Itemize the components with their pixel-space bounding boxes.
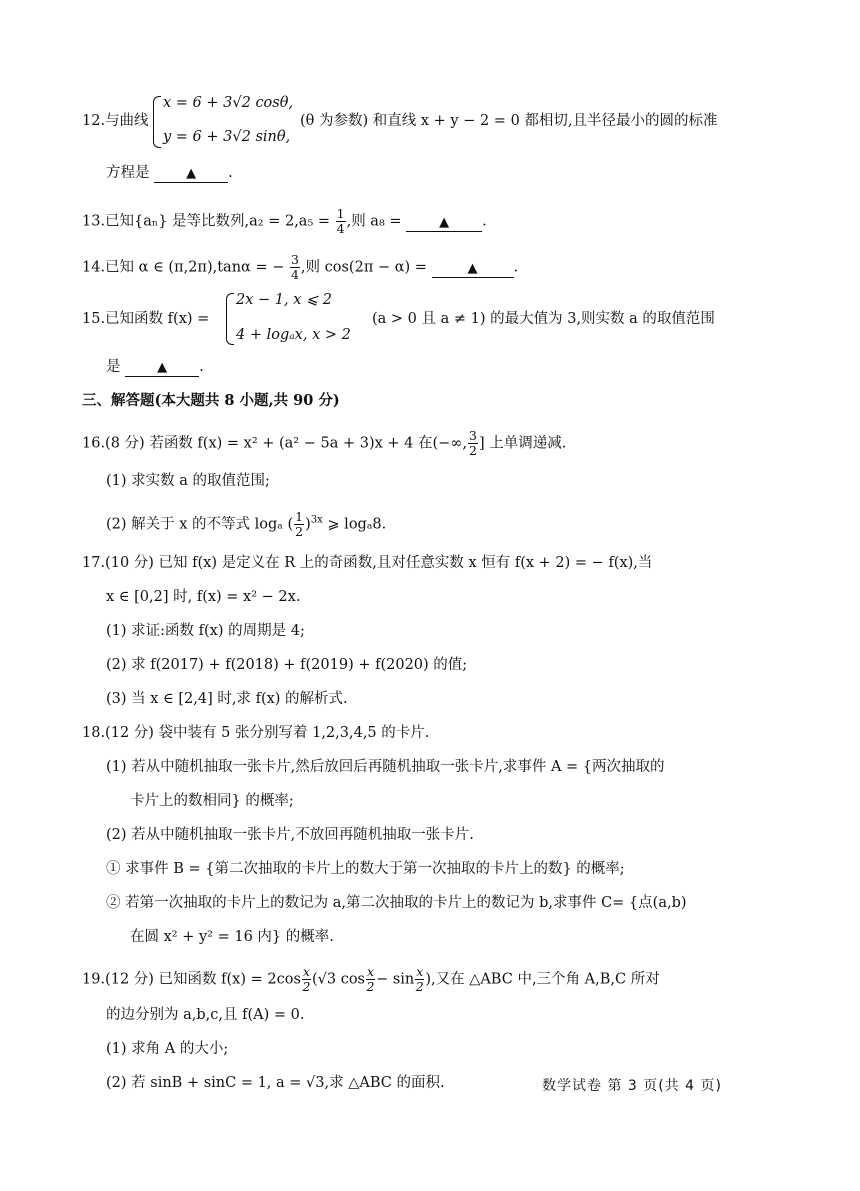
- q15-prefix: 15.已知函数 f(x) =: [82, 311, 210, 327]
- q16-p2-a: (2) 解关于 x 的不等式 logₐ (: [106, 516, 294, 533]
- q15-blank-triangle: ▲: [157, 360, 168, 375]
- q13-frac-num: 1: [336, 206, 345, 221]
- q12-intro: 与曲线: [105, 113, 149, 129]
- q19-frac2-den: 2: [366, 979, 375, 994]
- q16-p2-c: ⩾ logₐ8.: [322, 516, 387, 533]
- q13-frac-den: 4: [336, 221, 345, 236]
- q16-p2-den: 2: [295, 524, 304, 539]
- q18-circle2b: 在圆 x² + y² = 16 内} 的概率.: [130, 929, 334, 945]
- q13-fraction: [336, 207, 346, 236]
- q16-p2-fraction: [294, 510, 304, 539]
- q19-frac1: [302, 965, 311, 994]
- q19-stem-a: 19.(12 分) 已知函数 f(x) = 2cos: [82, 971, 301, 988]
- q12-answer-blank: [154, 165, 228, 183]
- q12-row2: y = 6 + 3√2 sinθ,: [163, 129, 291, 145]
- q13-blank-triangle: ▲: [439, 214, 450, 230]
- q19-frac2: [366, 965, 375, 994]
- q12-tail-line: 方程是 ▲ .: [106, 165, 233, 181]
- q18-part1a: (1) 若从中随机抽取一张卡片,然后放回后再随机抽取一张卡片,求事件 A = {两次抽取的: [106, 759, 665, 775]
- q16-p2-num: 1: [295, 509, 304, 524]
- q16-frac-num: 3: [469, 428, 477, 443]
- q12-row1: x = 6 + 3√2 cosθ,: [163, 95, 294, 111]
- q13-answer-blank: [406, 214, 482, 232]
- q13-line: 13.已知{aₙ} 是等比数列,a₂ = 2,a₅ = $\frac{1}{4}$ ,则 a₈ = ▲ .: [82, 206, 487, 236]
- q12-brace: [153, 96, 161, 148]
- q19-frac3-den: 2: [415, 979, 424, 994]
- q18-part2: (2) 若从中随机抽取一张卡片,不放回再随机抽取一张卡片.: [106, 827, 474, 843]
- q12-number: 12.: [82, 113, 106, 129]
- q16-stem: [82, 429, 566, 458]
- q15-suffix: (a > 0 且 a ≠ 1) 的最大值为 3,则实数 a 的取值范围: [372, 311, 715, 327]
- q16-p2-b: ): [305, 516, 311, 533]
- q15-brace: [226, 293, 234, 345]
- q16-frac-den: 2: [469, 443, 477, 458]
- q14-line: 14.已知 α ∈ (π,2π),tanα = − $\frac{3}{4}$ ,则 cos(2π − α) = ▲ .: [82, 252, 519, 282]
- q16-part1: (1) 求实数 a 的取值范围;: [106, 473, 270, 489]
- page-footer: 数学试卷 第 3 页(共 4 页): [542, 1078, 722, 1094]
- q14-frac-den: 4: [290, 267, 299, 282]
- q12-tail: 方程是: [106, 165, 150, 181]
- q19-stem-b: (√3 cos: [311, 971, 365, 988]
- q12-param: (θ 为参数) 和直线 x + y − 2 = 0 都相切,且半径最小的圆的标准: [300, 113, 718, 129]
- q12-number-intro: [82, 111, 149, 131]
- q19-frac1-num: x: [302, 964, 310, 979]
- q15-row2: 4 + logₐx, x > 2: [236, 327, 351, 343]
- q17-stem1: 17.(10 分) 已知 f(x) 是定义在 R 上的奇函数,且对任意实数 x 恒有 f(x + 2) = − f(x),当: [82, 555, 653, 571]
- q19-frac3: [415, 965, 424, 994]
- q14-fraction: [290, 253, 300, 282]
- section3-title: 三、解答题(本大题共 8 小题,共 90 分): [82, 392, 340, 409]
- q16-p2-exponent: 3x: [310, 514, 323, 526]
- q14-prefix: 14.已知 α ∈ (π,2π),tanα = −: [82, 259, 285, 276]
- q14-answer-blank: [432, 260, 514, 278]
- q19-part2: (2) 若 sinB + sinC = 1, a = √3,求 △ABC 的面积.: [106, 1075, 445, 1091]
- q18-circle1: ① 求事件 B = {第二次抽取的卡片上的数大于第一次抽取的卡片上的数} 的概率;: [106, 861, 625, 877]
- q15-tail: 是: [106, 359, 121, 375]
- q16-stem-a: 16.(8 分) 若函数 f(x) = x² + (a² − 5a + 3)x + 4 在(−∞,: [82, 435, 467, 452]
- q14-frac-num: 3: [290, 252, 299, 267]
- q13-prefix: 13.已知{aₙ} 是等比数列,a₂ = 2,a₅ =: [82, 213, 331, 230]
- q19-part1: (1) 求角 A 的大小;: [106, 1041, 229, 1057]
- q17-stem2: x ∈ [0,2] 时, f(x) = x² − 2x.: [106, 589, 301, 605]
- q19-stem2: 的边分别为 a,b,c,且 f(A) = 0.: [106, 1007, 305, 1023]
- q16-part2: [106, 510, 386, 539]
- q15-answer-blank: [125, 359, 199, 377]
- q16-fraction: [468, 429, 478, 458]
- q14-blank-triangle: ▲: [467, 260, 478, 276]
- q17-part2: (2) 求 f(2017) + f(2018) + f(2019) + f(2020) 的值;: [106, 657, 468, 673]
- q19-frac1-den: 2: [302, 979, 311, 994]
- q13-middle: ,则 a₈ =: [346, 213, 402, 230]
- q18-part1b: 卡片上的数相同} 的概率;: [130, 793, 294, 809]
- q18-circle2a: ② 若第一次抽取的卡片上的数记为 a,第二次抽取的卡片上的数记为 b,求事件 C= {点(a,b): [106, 895, 687, 911]
- q15-row1: 2x − 1, x ⩽ 2: [236, 292, 332, 308]
- q17-part3: (3) 当 x ∈ [2,4] 时,求 f(x) 的解析式.: [106, 691, 348, 707]
- q19-stem-c: − sin: [376, 971, 415, 988]
- q14-middle: ,则 cos(2π − α) =: [300, 259, 427, 276]
- q17-part1: (1) 求证:函数 f(x) 的周期是 4;: [106, 623, 305, 639]
- q19-frac3-num: x: [416, 964, 424, 979]
- q16-stem-b: ] 上单调递减.: [478, 435, 567, 452]
- q19-stem: [82, 965, 660, 994]
- q19-frac2-num: x: [367, 964, 375, 979]
- q12-blank-triangle: ▲: [186, 166, 197, 181]
- q19-stem-d: ),又在 △ABC 中,三个角 A,B,C 所对: [425, 971, 660, 988]
- q15-tail-line: 是 ▲ .: [106, 359, 204, 375]
- q18-stem: 18.(12 分) 袋中装有 5 张分别写着 1,2,3,4,5 的卡片.: [82, 725, 430, 741]
